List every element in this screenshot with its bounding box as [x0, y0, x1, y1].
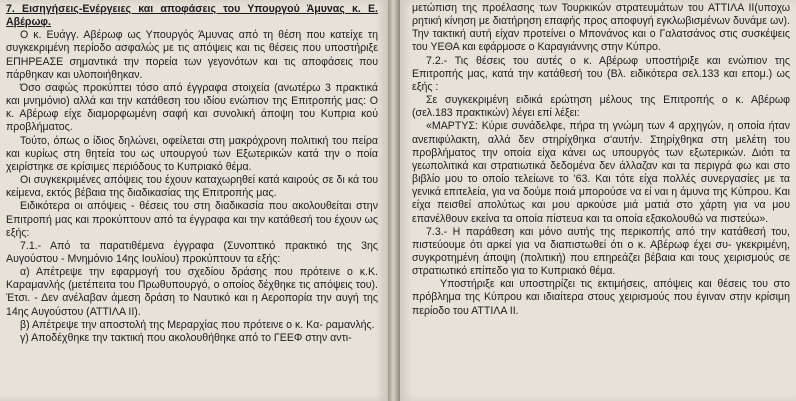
paragraph: 7.1.- Από τα παρατιθέμενα έγγραφα (Συνοπτικό πρακτικό της 3ης Αυγούστου - Μνημόνιο 14ης Ιουλίου) προκύπτουν τα εξής:: [6, 239, 378, 265]
quote-block: «ΜΑΡΤΥΣ: Κύριε συνάδελφε, πήρα τη γνώμη των 4 αρχηγών, η οποία ήταν ανεπιφύλακτη, αλλά δεν στηρίχθηκα σ'αυτήν. Στηρίχθηκα στη μελέτη του προβλήματος την οποία είχα κάνει ως υπουργός των εξωτερικών. Διότι τα γεωπολιτικά και στρατιωτικά δεδομένα δεν άλλαζαν και τα περιγρά φω και στο βιβλίο μου το οποίο τελείωνε το '63. Και τότε είχα πολλές συνεργασίες με τα γενικά επιτελεία, για να δούμε ποιά μπορούσε να εί ναι η άμυνα της Κύπρου. Και είχα πεισθεί απολύτως και μου αρκούσε μιά ματιά στο χάρτη για να μου επανέλθουν εκείνα τα οποία πίστευα και τα οποία εξακολουθώ να πιστεύω».: [412, 120, 790, 225]
paragraph: Σε συγκεκριμένη ειδικά ερώτηση μέλους της Επιτροπής ο κ. Αβέρωφ (σελ.183 πρακτικών) λέγει επί λέξει:: [412, 94, 790, 120]
paragraph: 7.3.- Η παράθεση και μόνο αυτής της περικοπής από την κατάθεσή του, πιστεύουμε ότι αρκεί για να διαπιστωθεί ότι ο κ. Αβέρωφ έχει συ- γκεκριμένη, συγκροτημένη άποψη (πολιτική) που επηρεάζει βέβαια και τους χειρισμούς σε στρατιωτικό επίπεδο για το Κυπριακό θέμα.: [412, 225, 790, 278]
paragraph: Υποστήριξε και υποστηρίζει τις εκτιμήσεις, απόψεις και θέσεις του στο πρόβλημα της Κύπρου και ιδιαίτερα στους χειρισμούς που έγιναν στην κρίσιμη περίοδο του ΑΤΤΙΛΑ ΙΙ.: [412, 278, 790, 317]
section-heading: 7. Εισηγήσεις-Ενέργειες και αποφάσεις του Υπουργού Άμυνας κ. Ε. Αβέρωφ.: [6, 3, 378, 29]
paragraph: Τούτο, όπως ο ίδιος δηλώνει, οφείλεται στη μακρόχρονη πολιτική του πείρα και κυρίως στη θητεία του ως υπουργού των Εξωτερικών κατά την ο ποία χειρίστηκε σε κρίσιμες περιόδους το Κυπριακό θέμα.: [6, 134, 378, 173]
paragraph: Ο κ. Ευάγγ. Αβέρωφ ως Υπουργός Άμυνας από τη θέση που κατείχε τη συγκεκριμένη περίοδο ασφαλώς με τις απόψεις και τις θέσεις που υποστήριξε ΕΠΗΡΕΑΣΕ σημαντικά την πορεία των γεγονότων και τις αποφάσεις που πάρθηκαν και υλοποιήθηκαν.: [6, 29, 378, 81]
paragraph: Ειδικότερα οι απόψεις - θέσεις του στη διαδικασία που ακολουθείται στην Επιτροπή μας και προκύπτουν από τα έγγραφα και την κατάθεσή του έχουν ως εξής:: [6, 200, 378, 239]
list-item-a: α) Απέτρεψε την εφαρμογή του σχεδίου δράσης που πρότεινε ο κ.Κ. Καραμανλής (μετέπειτα του Πρωθυπουργό, ο οποίος δέχθηκε τις απόψεις του). Έτσι. - Δεν ανέλαβαν άμεση δράση το Ναυτικό και η Αεροπορία την αυγή της 14ης Αυγούστου (ΑΤΤΙΛΑ ΙΙ).: [6, 266, 378, 318]
paragraph: μετώπιση της προέλασης των Τουρκικών στρατευμάτων του ΑΤΤΙΛΑ ΙΙ(υποχω ρητική κίνηση με διατήρηση επαφής προς αποφυγή εγκλωβισμένων δυνάμε ων). Την τακτική αυτή είχαν προτείνει ο Μπονάνος και ο Γαλατσάνος στις συσκέψεις του ΥΕΘΑ και εφάρμοσε ο Καραγιάννης στην Κύπρο.: [412, 2, 790, 54]
left-page: [0, 0, 388, 401]
list-item-c: γ) Αποδέχθηκε την τακτική που ακολουθήθηκε από το ΓΕΕΦ στην αντι-: [20, 331, 352, 344]
right-page: [400, 0, 796, 401]
paragraph: Οι συγκεκριμένες απόψεις του έχουν καταχωρηθεί κατά καιρούς σε δι κά του κείμενα, εκτός βέβαια της διαδικασίας της Επιτροπής μας.: [6, 174, 378, 200]
list-item-b: β) Απέτρεψε την αποστολή της Μεραρχίας που πρότεινε ο κ. Κα- ραμανλής.: [20, 318, 375, 331]
paragraph: Όσο σαφώς προκύπτει τόσο από έγγραφα στοιχεία (ανωτέρω 3 πρακτικά και μνημόνιο) αλλά και την κατάθεση του ιδίου ενώπιον της Επιτροπής μας: Ο κ. Αβέρωφ είχε διαμορφωμένη σαφή και συνολική άποψη του Κυπρια κού προβλήματος.: [6, 81, 378, 134]
page-gutter: [388, 0, 400, 401]
paragraph: 7.2.- Τις θέσεις του αυτές ο κ. Αβέρωφ υποστήριξε και ενώπιον της Επιτροπής μας, κατά την κατάθεσή του (Βλ. ειδικότερα σελ.133 και επομ.) ως εξής :: [412, 54, 790, 93]
